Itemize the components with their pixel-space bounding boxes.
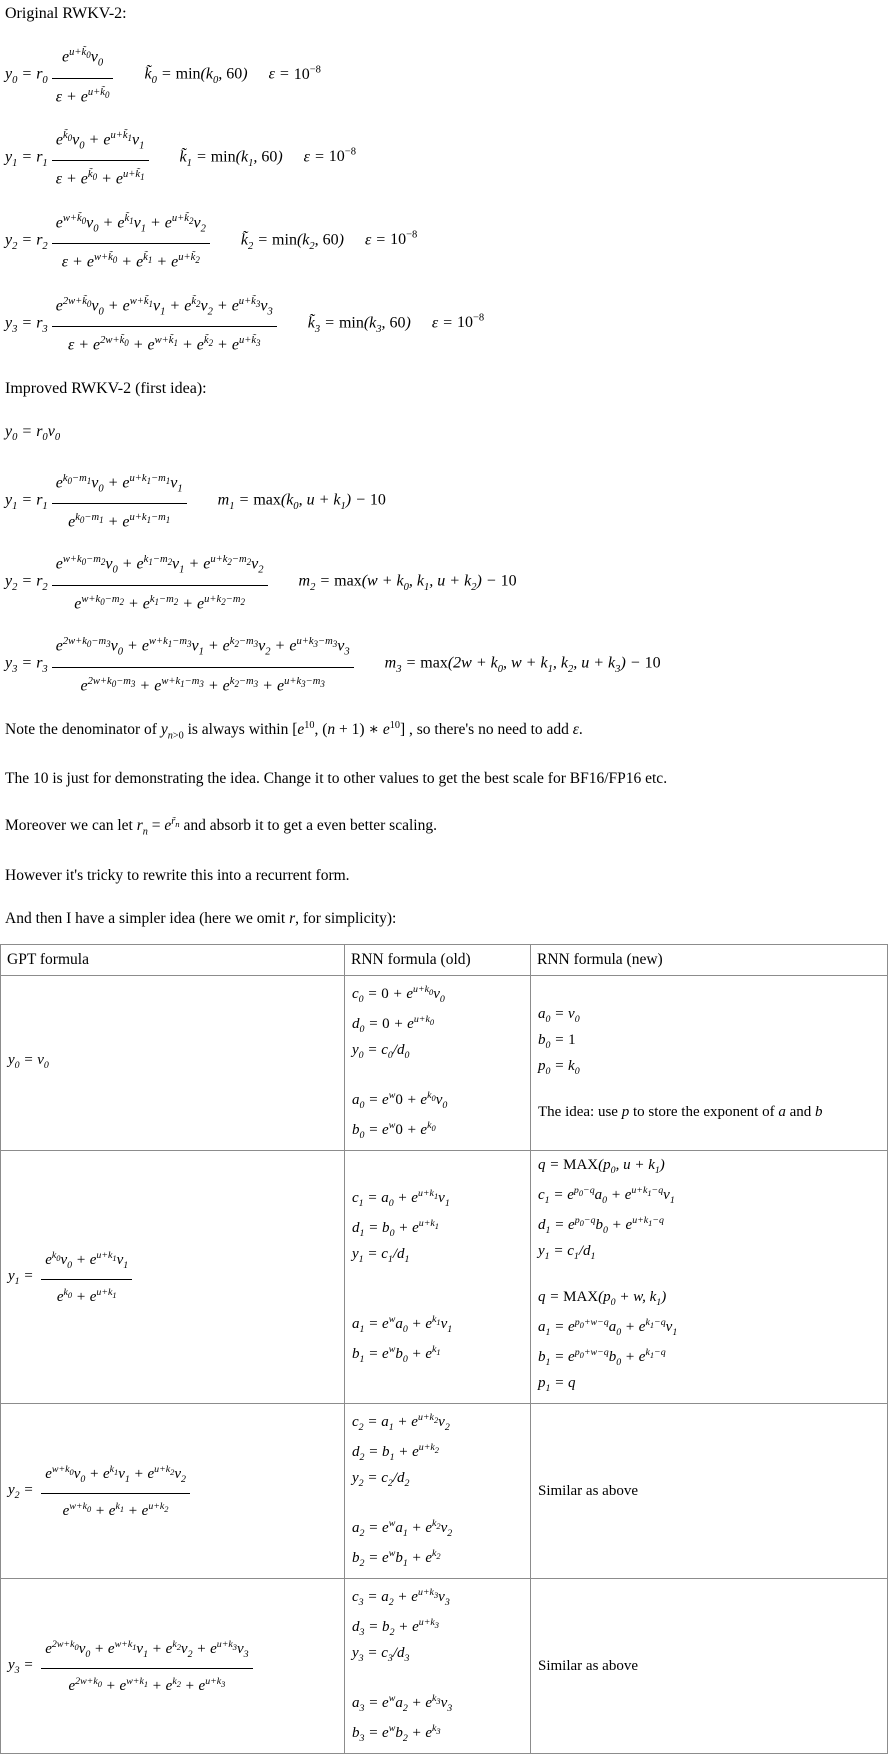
column-header-rnn-formula-old: RNN formula (old) (345, 944, 531, 975)
note-simpler-idea: And then I have a simpler idea (here we omit r, for simplicity): (5, 909, 397, 927)
section-title-original: Original RWKV-2: (5, 5, 127, 22)
section-title-improved: Improved RWKV-2 (first idea): (5, 380, 207, 398)
table-row-y3 (1, 1578, 888, 1753)
cell-rnn-old-y1: $c_1 = a_0 + e^{u+k_1}v_1$ $d_1 = b_0 + e^{u+k_1}$ $y_1 = c_1/d_1$ $a_1 = e^wa_0 + e^{k_1}v_1$ $b_1 = e^wb_0 + e^{k_1}$ (345, 1150, 531, 1403)
note-scale-choice: The 10 is just for demonstrating the idea. Change it to other values to get the best scale for BF16/FP16 etc. (5, 770, 668, 788)
column-header-rnn-formula-new: RNN formula (new) (531, 944, 888, 975)
formula-comparison-table (0, 944, 888, 1754)
table-row-y2 (1, 1403, 888, 1578)
table-header-row (1, 944, 888, 975)
equation-y0-improved: $y_0 = r_0v_0$ (5, 423, 61, 444)
table-row-y1 (1, 1150, 888, 1403)
equation-y3-original: $y_3 = r_3$ $\frac{e^{2w+k̃_0}v_0 + e^{w+k̃_1}v_1 + e^{k̃_2}v_2 + e^{u+k̃_3}v_3}{\varepsilon + e^{2w+k̃_0} + e^{w+k̃_1} + e^{k̃_2} + e^{u+k̃_3}}$ $k̃_3 = \min(k_3$, 60) $\varepsilon = 10^{-8}$ (5, 289, 888, 359)
equation-y2-original: $y_2 = r_2$ $\frac{e^{w+k̃_0}v_0 + e^{k̃_1}v_1 + e^{u+k̃_2}v_2}{\varepsilon + e^{w+k̃_0} + e^{k̃_1} + e^{u+k̃_2}}$ $k̃_2 = \min(k_2$, 60) $\varepsilon = 10^{-8}$ (5, 206, 888, 276)
cell-rnn-new-y0: $a_0 = v_0$ $b_0 = 1$ $p_0 = k_0$ The idea: use p to store the exponent of a and b (531, 975, 888, 1150)
equation-y1-improved: $y_1 = r_1$ $\frac{e^{k_0-m_1}v_0 + e^{u+k_1-m_1}v_1}{e^{k_0-m_1} + e^{u+k_1-m_1}}$ $m_1 = \max(k_0$, $u + k_1) - 10$ (5, 466, 888, 536)
note-absorb-r: Moreover we can let $r_n = e^{r̃_n}$ and absorb it to get a even better scaling. (5, 816, 437, 838)
equation-y3-improved: $y_3 = r_3$ $\frac{e^{2w+k_0-m_3}v_0 + e^{w+k_1-m_3}v_1 + e^{k_2-m_3}v_2 + e^{u+k_3-m_3}v_3}{e^{2w+k_0-m_3} + e^{w+k_1-m_3} + e^{k_2-m_3} + e^{u+k_3-m_3}}$ $m_3 = \max(2w + k_0$, $w + k_1$, $k_2$, $u + k_3) - 10$ (5, 629, 888, 699)
cell-gpt-formula-y0: $y_0 = v_0$ (1, 975, 345, 1150)
cell-rnn-new-y1: $q = MAX(p_0$, $u + k_1$) $c_1 = e^{p_0-q}a_0 + e^{u+k_1-q}v_1$ $d_1 = e^{p_0-q}b_0 + e^{u+k_1-q}$ $y_1 = c_1/d_1$ $q = MAX(p_0 + w$, $k_1$) $a_1 = e^{p_0+w-q}a_0 + e^{k_1-q}v_1$ $b_1 = e^{p_0+w-q}b_0 + e^{k_1-q}$ $p_1 = q$ (531, 1150, 888, 1403)
cell-rnn-new-y3: Similar as above (531, 1578, 888, 1753)
cell-gpt-formula-y1: $y_1$ = $\frac{e^{k_0}v_0 + e^{u+k_1}v_1}{e^{k_0} + e^{u+k_1}}$ (1, 1150, 345, 1403)
cell-gpt-formula-y3: $y_3$ = $\frac{e^{2w+k_0}v_0 + e^{w+k_1}v_1 + e^{k_2}v_2 + e^{u+k_3}v_3}{e^{2w+k_0} + e^{w+k_1} + e^{k_2} + e^{u+k_3}}$ (1, 1578, 345, 1753)
equation-y2-improved: $y_2 = r_2$ $\frac{e^{w+k_0-m_2}v_0 + e^{k_1-m_2}v_1 + e^{u+k_2-m_2}v_2}{e^{w+k_0-m_2} + e^{k_1-m_2} + e^{u+k_2-m_2}}$ $m_2 = \max(w + k_0$, $k_1$, $u + k_2) - 10$ (5, 547, 888, 617)
equation-y0-original: $y_0 = r_0$ $\frac{e^{u+k̃_0}v_0}{\varepsilon + e^{u+k̃_0}}$ $k̃_0 = \min(k_0$, 60) $\varepsilon = 10^{-8}$ (5, 40, 888, 110)
cell-rnn-old-y2: $c_2 = a_1 + e^{u+k_2}v_2$ $d_2 = b_1 + e^{u+k_2}$ $y_2 = c_2/d_2$ $a_2 = e^wa_1 + e^{k_2}v_2$ $b_2 = e^wb_1 + e^{k_2}$ (345, 1403, 531, 1578)
cell-rnn-old-y0: $c_0 = 0 + e^{u+k_0}v_0$ $d_0 = 0 + e^{u+k_0}$ $y_0 = c_0/d_0$ $a_0 = e^w0 + e^{k_0}v_0$ $b_0 = e^w0 + e^{k_0}$ (345, 975, 531, 1150)
column-header-gpt-formula: GPT formula (1, 944, 345, 975)
cell-gpt-formula-y2: $y_2$ = $\frac{e^{w+k_0}v_0 + e^{k_1}v_1 + e^{u+k_2}v_2}{e^{w+k_0} + e^{k_1} + e^{u+k_2}}$ (1, 1403, 345, 1578)
cell-rnn-new-y2: Similar as above (531, 1403, 888, 1578)
note-denominator-range: Note the denominator of $y_{n>0}$ is always within [$e^{10}$, (n + 1) ∗ $e^{10}$] , so there's no need to add ε. (5, 720, 583, 742)
cell-rnn-old-y3: $c_3 = a_2 + e^{u+k_3}v_3$ $d_3 = b_2 + e^{u+k_3}$ $y_3 = c_3/d_3$ $a_3 = e^wa_2 + e^{k_3}v_3$ $b_3 = e^wb_2 + e^{k_3}$ (345, 1578, 531, 1753)
equation-y1-original: $y_1 = r_1$ $\frac{e^{k̃_0}v_0 + e^{u+k̃_1}v_1}{\varepsilon + e^{k̃_0} + e^{u+k̃_1}}$ $k̃_1 = \min(k_1$, 60) $\varepsilon = 10^{-8}$ (5, 123, 888, 193)
note-recurrent-difficulty: However it's tricky to rewrite this into a recurrent form. (5, 866, 350, 884)
table-row-y0 (1, 975, 888, 1150)
